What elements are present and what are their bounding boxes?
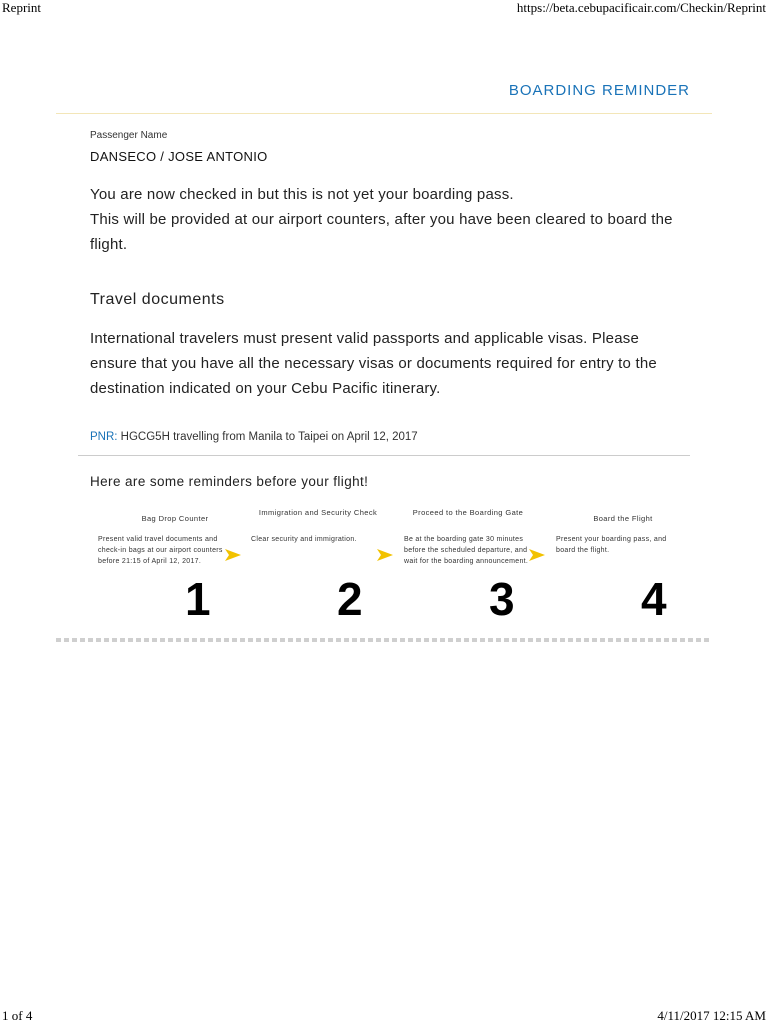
step-1-number: 1	[185, 573, 211, 625]
step-3-title: Proceed to the Boarding Gate	[412, 508, 524, 517]
arrow-right-icon	[225, 549, 241, 561]
dashed-divider	[56, 638, 712, 642]
title-divider	[56, 113, 712, 114]
checkin-message	[90, 182, 690, 257]
step-3-number: 3	[489, 573, 515, 625]
pnr-line	[90, 431, 418, 443]
step-3-desc: Be at the boarding gate 30 minutes before the scheduled departure, and wait for the boarding announcement.	[404, 536, 529, 565]
print-footer-page: 1 of 4	[2, 1008, 33, 1023]
pnr-label: PNR:	[90, 431, 118, 443]
print-header-title: Reprint	[2, 0, 41, 15]
checkin-message-line2: This will be provided at our airport counters, after you have been cleared to board the flight.	[90, 211, 673, 253]
step-4-number: 4	[641, 573, 667, 625]
arrow-right-icon	[529, 549, 545, 561]
passenger-label: Passenger Name	[90, 130, 168, 141]
page-title: BOARDING REMINDER	[508, 82, 690, 99]
pnr-text: HGCG5H travelling from Manila to Taipei on April 12, 2017	[117, 431, 418, 443]
reminders-heading: Here are some reminders before your flight!	[90, 474, 369, 489]
checkin-message-line1: You are now checked in but this is not yet your boarding pass.	[90, 186, 514, 203]
arrow-right-icon	[377, 549, 393, 561]
step-2-number: 2	[337, 573, 363, 625]
travel-documents-body: International travelers must present valid passports and applicable visas. Please ensure that you have all the necessary visas or documents required for entry to the destination indicated on your Cebu Pacific itinerary.	[90, 330, 657, 397]
step-2-desc: Clear security and immigration.	[251, 536, 357, 543]
step-4-desc: Present your boarding pass, and board the flight.	[556, 536, 667, 554]
step-2-title: Immigration and Security Check	[258, 508, 378, 517]
step-1-desc: Present valid travel documents and check-in bags at our airport counters before 21:15 of April 12, 2017.	[98, 536, 223, 565]
pnr-divider	[78, 455, 690, 456]
print-header-url[interactable]: https://beta.cebupacificair.com/Checkin/Reprint	[516, 0, 766, 15]
step-1-title: Bag Drop Counter	[141, 514, 209, 523]
travel-documents-heading: Travel documents	[90, 291, 225, 308]
passenger-name: DANSECO / JOSE ANTONIO	[90, 149, 268, 164]
print-footer-timestamp: 4/11/2017 12:15 AM	[657, 1008, 766, 1023]
step-4-title: Board the Flight	[593, 514, 653, 523]
